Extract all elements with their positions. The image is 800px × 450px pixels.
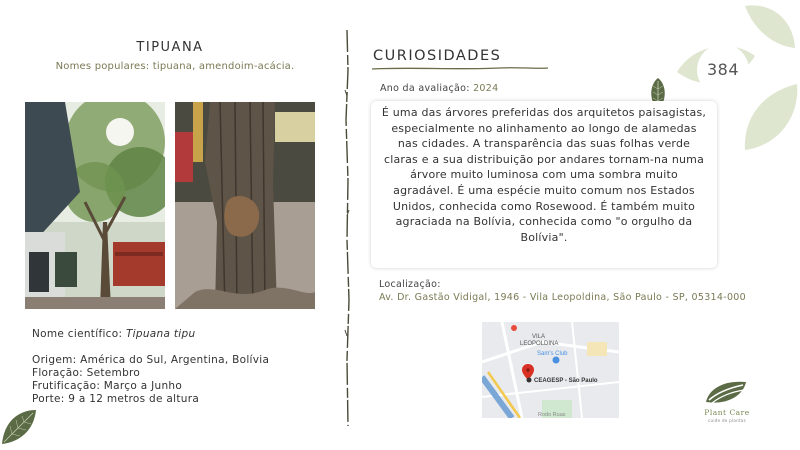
vertical-divider	[340, 30, 354, 426]
popular-names: Nomes populares: tipuana, amendoim-acácia.	[55, 61, 295, 72]
location-map[interactable]	[482, 322, 619, 418]
curiosity-description: É uma das árvores preferidas dos arquitetos paisagistas, especialmente no alinhamento ao longo de alamedas nas cidades. A transparência das suas folhas verde claras e a sua distribuição por andares tornam-na numa árvore muito luminosa com uma sombra muito agradável. É uma espécie muito comum nos Estados Unidos, conhecida como Rosewood. É também muito agraciada na Bolívia, conhecida como "o orgulho da Bolívia".	[371, 101, 717, 268]
evaluation-year-value: 2024	[473, 83, 499, 94]
logo-tagline: cuide de plantas	[708, 418, 746, 423]
tree-number: 384	[706, 60, 740, 79]
location-label: Localização:	[379, 279, 441, 290]
map-store-label: Sam's Club	[537, 351, 568, 357]
tree-title: TIPUANA	[136, 40, 204, 55]
size: Porte: 9 a 12 metros de altura	[32, 393, 200, 405]
location-address: Av. Dr. Gastão Vidigal, 1946 - Vila Leopoldina, São Paulo - SP, 05314-000	[379, 292, 746, 303]
map-district-line2: LEOPOLDINA	[520, 341, 559, 347]
origin: Origem: América do Sul, Argentina, Bolívia	[32, 354, 270, 366]
curiosities-title: CURIOSIDADES	[373, 48, 502, 64]
tree-photo-canopy	[25, 102, 165, 309]
decorative-leaf-bottom-left	[0, 406, 40, 446]
tree-photo-trunk	[175, 102, 315, 309]
map-district-line1: VILA	[532, 334, 546, 340]
flowering: Floração: Setembro	[32, 367, 141, 379]
map-place-label: CEAGESP - São Paulo	[534, 378, 598, 384]
scientific-name: Nome científico: Tipuana tipu	[32, 328, 196, 340]
scientific-name-value: Tipuana tipu	[125, 328, 196, 340]
logo-name: Plant Care	[704, 408, 750, 417]
title-underline	[370, 66, 550, 72]
fruiting: Frutificação: Março a Junho	[32, 380, 183, 392]
evaluation-year: Ano da avaliação: 2024	[380, 83, 499, 94]
plant-care-logo-icon	[703, 378, 749, 406]
map-street-label: Rodo Ruas	[538, 412, 566, 418]
